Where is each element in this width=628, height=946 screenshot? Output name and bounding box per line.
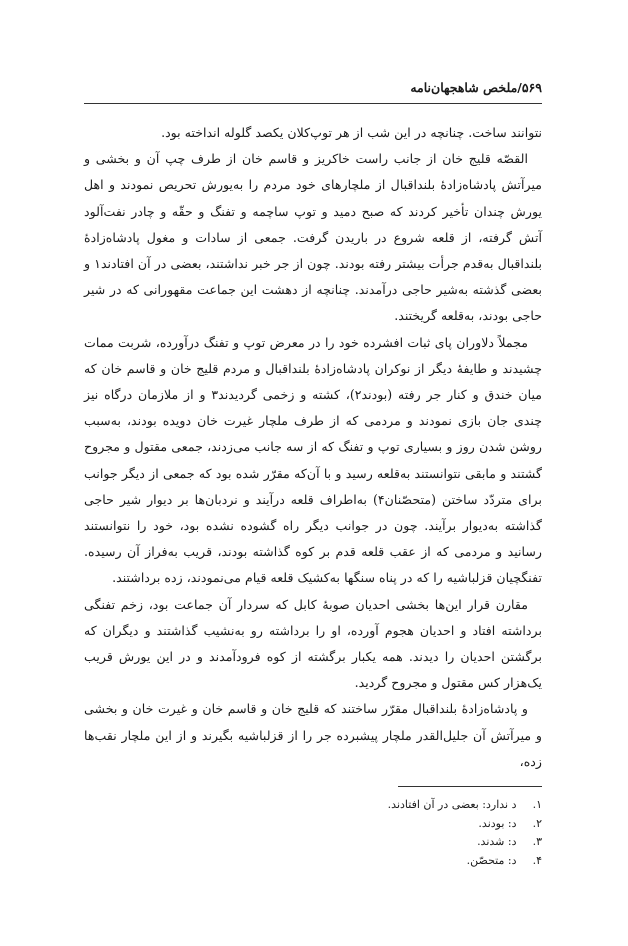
footnote-number: ۱.: [532, 798, 542, 811]
footnote-text: د: متحصّن.: [466, 853, 517, 867]
footnote-number: ۳.: [532, 835, 542, 849]
body-text: [84, 120, 542, 775]
running-header: ۵۶۹/ملخص شاهجهان‌نامه: [410, 80, 542, 95]
header-rule: [84, 103, 542, 104]
footnote-text: د: شدند.: [477, 835, 517, 849]
footnote-rule: [398, 786, 542, 787]
footnote-item: [84, 833, 542, 852]
footnote-text: د ندارد: بعضی در آن افتادند.: [387, 798, 517, 811]
footnote-text: د: بودند.: [478, 816, 517, 830]
paragraph-1: نتوانند ساخت. چنانچه در این شب از هر توپ‌کلان یکصد گلوله انداخته بود.: [161, 125, 542, 140]
paragraph-5: و پادشاه‌زادهٔ بلنداقبال مقرّر ساختند که قلیج خان و قاسم خان و غیرت خان و بخشی و میرآتش آن جلیل‌القدر ملچار پیشبرده جر را از قزلباشیه بگیرند و از این ملچار نقب‌ها زده،: [84, 701, 542, 769]
footnotes: [84, 796, 542, 870]
footnote-number: ۴.: [532, 853, 542, 867]
footnote-item: [84, 852, 542, 871]
paragraph-4: مقارن قرار این‌ها بخشی احدیان صوبهٔ کابل که سردار آن جماعت بود، زخم تفنگی برداشته افتاد و احدیان هجوم آورده، او را برداشته رو به‌نشیب گذاشتند و دیگران که برگشتن احدیان را دیدند. همه یکبار برگشته از کوه فرودآمدند و در این یورش قریب یک‌هزار کس مقتول و مجروح گردید.: [84, 596, 542, 691]
footnote-item: [84, 796, 542, 815]
paragraph-3: مجملاً دلاوران پای ثبات افشرده خود را در معرض توپ و تفنگ درآورده، شربت ممات چشیدند و طایفهٔ دیگر از نوکران پادشاه‌زادهٔ بلنداقبال و مردم قلیج خان و قاسم خان که میان خندق و کنار جر رفته (بودند۲)، کشته و زخمی گردیدند۳ و از ملازمان درگاه نیز چندی جان بازی نمودند و مردمی که از طرف ملچار غیرت خان دویده بودند، به‌سبب روشن شدن روز و بسیاری توپ و تفنگ که از سه جانب می‌زدند، جمعی مقتول و مجروح گشتند و مابقی نتوانستند به‌قلعه رسید و با آن‌که مقرّر شده بود که جمعی از دیگر جوانب برای متردّد ساختن (متحصّنان۴) به‌اطراف قلعه درآیند و نردبان‌ها بر دیوار شیر حاجی گذاشته به‌دیوار برآیند. چون در جوانب دیگر راه گشوده نشده بود، خود را نتوانستند رسانید و مردمی که از عقب قلعه قدم بر کوه گذاشته بودند، قریب به‌فراز آن رسیده. تفنگچیان قزلباشیه را که در پناه سنگها به‌کشیک قلعه قیام می‌نمودند، زده برداشتند.: [84, 334, 542, 586]
footnote-item: [84, 815, 542, 834]
paragraph-2: القصّه قلیج خان از جانب راست خاکریز و قاسم خان از طرف چپ آن و بخشی و میرآتش پادشاه‌زادهٔ بلنداقبال از ملچارهای خود مردم را به‌یورش تحریص نمودند و اهل یورش چندان تأخیر کردند که صبح دمید و توپ ساچمه و تفنگ و حقّه و چادر نفت‌آلود آتش گرفته، از قلعه شروع در باریدن گرفت. جمعی از سادات و مغول پادشاه‌زادهٔ بلنداقبال به‌قدم جرأت بیشتر رفته بودند. چون از جر خبر نداشتند، بعضی در آن افتادند۱ و بعضی گذشته به‌شیر حاجی درآمدند. چنانچه از دهشت این جماعت مقهورانی که در شیر حاجی بودند، به‌قلعه گریختند.: [84, 151, 542, 324]
footnote-number: ۲.: [532, 816, 542, 830]
